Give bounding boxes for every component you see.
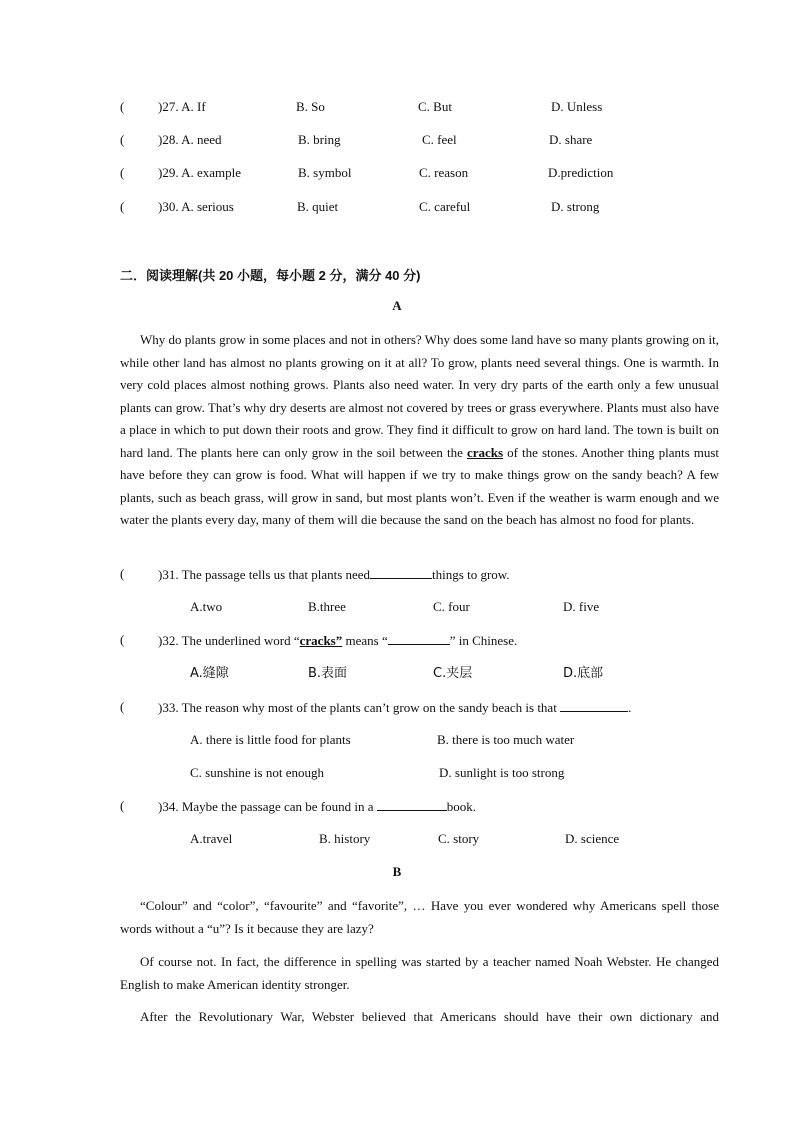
answer-paren: (	[120, 199, 125, 214]
option-c: C.夹层	[433, 666, 473, 681]
passage-a-text	[120, 329, 719, 532]
option-d: D. science	[565, 831, 620, 846]
option-d: D.prediction	[548, 165, 614, 180]
underlined-word-cracks: cracks	[466, 444, 504, 460]
answer-paren: (	[120, 632, 125, 647]
underlined-word-cracks: cracks”	[299, 633, 343, 648]
option-d: D. sunlight is too strong	[439, 765, 565, 780]
option-c: C. sunshine is not enough	[190, 765, 324, 780]
answer-paren: (	[120, 99, 125, 114]
option-c: C. careful	[419, 199, 471, 214]
answer-blank	[377, 798, 447, 811]
option-c: C. But	[418, 99, 452, 114]
option-d: D. five	[563, 599, 600, 614]
option-d: D. strong	[551, 199, 600, 214]
passage-b-label: B	[392, 864, 402, 879]
passage-a-text-before: Why do plants grow in some places and not in others? Why does some land have so many plants growing on it, while other land has almost no plants growing on it at all? To grow, plants need several things. One is warmth. In very cold places almost nothing grows. Plants also need water. In very dry parts of the earth only a few unusual plants can grow. That’s why dry deserts are almost not covered by trees or grass everywhere. Plants must also have a place in which to put down their roots and grow. They find it difficult to grow on hard land. The town is built on hard land. The plants here can only grow in the soil between the	[120, 332, 719, 460]
option-a: )28. A. need	[158, 132, 222, 147]
option-a: )30. A. serious	[158, 199, 234, 214]
option-d: D. Unless	[551, 99, 603, 114]
option-b: B. So	[296, 99, 325, 114]
option-a: )29. A. example	[158, 165, 242, 180]
option-b: B. symbol	[298, 165, 352, 180]
question-stem: )31. The passage tells us that plants need things to grow.	[158, 567, 510, 582]
option-a: A. there is little food for plants	[190, 732, 351, 747]
answer-paren: (	[120, 132, 125, 147]
option-d: D. share	[549, 132, 593, 147]
passage-b-paragraph-1: “Colour” and “color”, “favourite” and “favorite”, … Have you ever wondered why Americans spell those words without a “u”? Is it because they are lazy?	[120, 898, 719, 936]
option-a: )27. A. If	[158, 99, 206, 114]
option-a: A.缝隙	[190, 666, 229, 681]
answer-paren: (	[120, 699, 125, 714]
passage-a-text-after: of the stones. Another thing plants must have before they can grow is food. What will happen if we try to make things grow on the sandy beach? A few plants, such as beach grass, will grow in sand, but most plants won’t. Even if the weather is warm enough and we water the plants every day, many of them will die because the sand on the beach has almost no food for plants.	[120, 444, 719, 527]
option-c: C. story	[438, 831, 480, 846]
option-a: A.travel	[190, 831, 233, 846]
answer-blank	[370, 566, 432, 579]
option-b: B.表面	[308, 666, 348, 681]
option-b: B.three	[308, 599, 346, 614]
answer-paren: (	[120, 165, 125, 180]
answer-blank	[388, 632, 450, 645]
question-stem: )34. Maybe the passage can be found in a book.	[158, 799, 477, 814]
option-a: A.two	[190, 599, 223, 614]
option-b: B. bring	[298, 132, 341, 147]
question-stem: )33. The reason why most of the plants can’t grow on the sandy beach is that .	[158, 700, 632, 715]
passage-b-paragraph-3: After the Revolutionary War, Webster believed that Americans should have their own dictionary and	[140, 1009, 719, 1024]
option-b: B. quiet	[297, 199, 339, 214]
option-c: C. feel	[422, 132, 457, 147]
question-stem: )32. The underlined word “cracks” means “ ” in Chinese.	[158, 633, 518, 648]
answer-paren: (	[120, 798, 125, 813]
section-heading: 二．阅读理解(共 20 小题，每小题 2 分，满分 40 分)	[120, 268, 421, 283]
option-b: B. history	[319, 831, 371, 846]
option-c: C. reason	[419, 165, 469, 180]
option-c: C. four	[433, 599, 470, 614]
option-d: D.底部	[563, 666, 604, 681]
answer-paren: (	[120, 566, 125, 581]
option-b: B. there is too much water	[437, 732, 575, 747]
passage-a-label: A	[392, 298, 402, 313]
passage-b-paragraph-2: Of course not. In fact, the difference in spelling was started by a teacher named Noah Webster. He changed English to make American identity stronger.	[120, 954, 719, 992]
answer-blank	[560, 699, 628, 712]
